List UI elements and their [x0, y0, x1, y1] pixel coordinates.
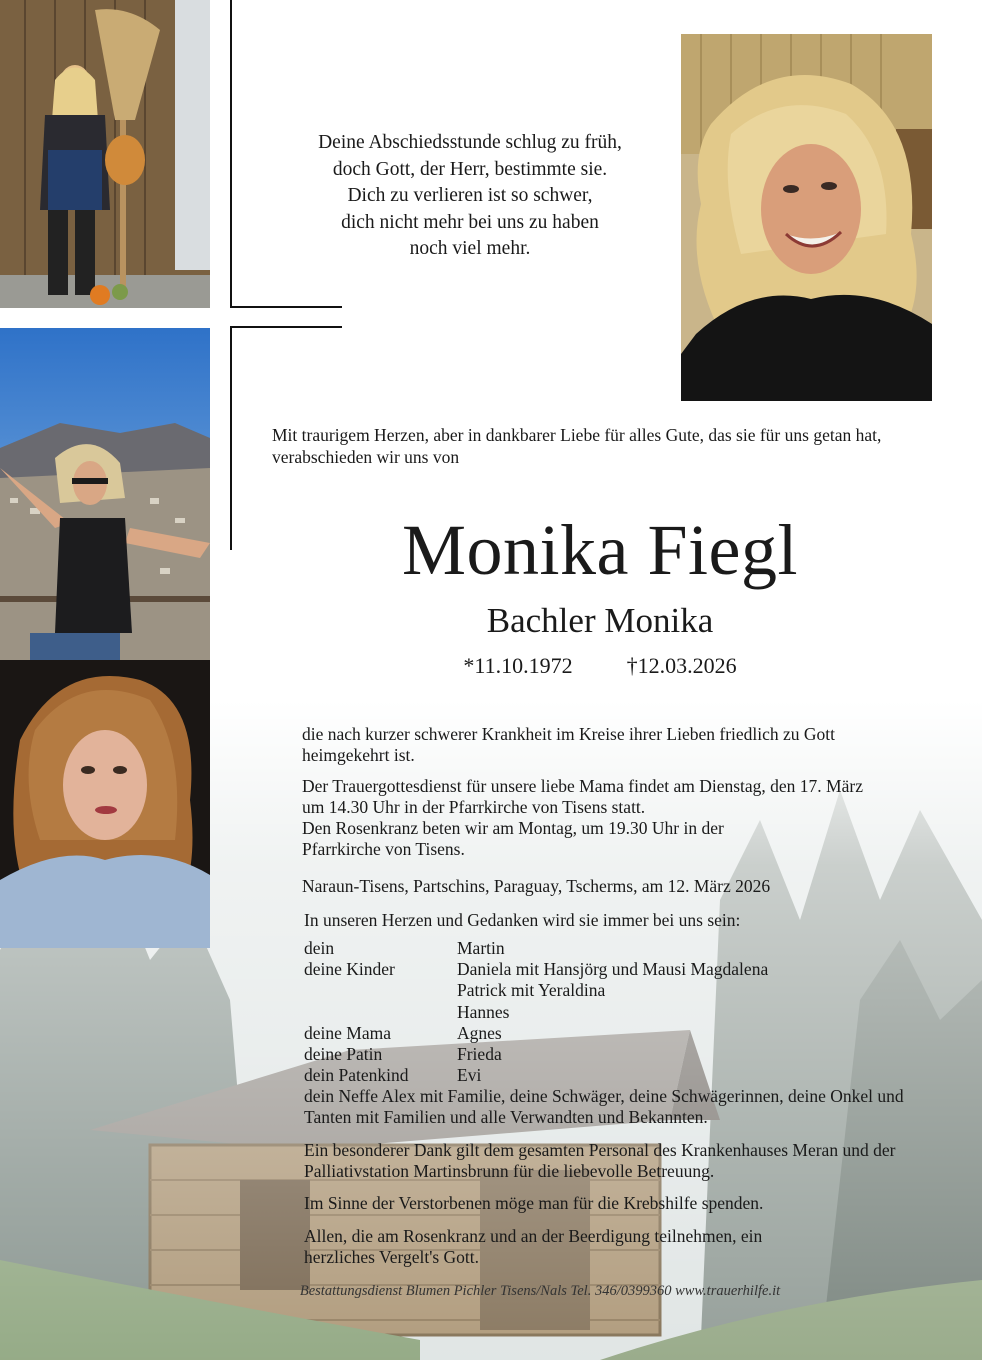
relative-role	[304, 980, 457, 1001]
poem-line: noch viel mehr.	[409, 238, 531, 259]
photo-woman-with-broom	[0, 0, 210, 308]
poem	[255, 130, 685, 263]
hearts-text: In unseren Herzen und Gedanken wird sie immer bei uns sein:	[304, 910, 741, 930]
extended-family-text: dein Neffe Alex mit Familie, deine Schwäger, deine Schwägerinnen, deine Onkel und Tanten mit Familien und alle Verwandten und Bekannten.	[304, 1086, 904, 1127]
deceased-name: Monika Fiegl	[402, 510, 798, 590]
thanks-text: Ein besonderer Dank gilt dem gesamten Personal des Krankenhauses Meran und der Palliativstation Martinsbrunn für die liebevolle Betreuung.	[304, 1140, 896, 1181]
donation-text: Im Sinne der Verstorbenen möge man für die Krebshilfe spenden.	[304, 1193, 764, 1213]
funeral-text: Der Trauergottesdienst für unsere liebe Mama findet am Dienstag, den 17. März um 14.30 Uhr in der Pfarrkirche von Tisens statt.	[302, 776, 863, 817]
cross-vertical-lower	[230, 326, 232, 550]
photo-curly-hair-portrait	[0, 660, 210, 948]
relative-names: Martin	[457, 938, 505, 958]
death-date: †12.03.2026	[626, 653, 737, 678]
cross-vertical-upper	[230, 0, 232, 308]
list-item	[304, 1065, 768, 1086]
relatives-list	[304, 938, 768, 1086]
relative-names: Daniela mit Hansjörg und Mausi Magdalena	[457, 959, 769, 980]
maiden-name: Bachler Monika	[486, 601, 714, 640]
relative-role: deine Kinder	[304, 959, 395, 980]
funeral-home-footer: Bestattungsdienst Blumen Pichler Tisens/Nals Tel. 346/0399360 www.trauerhilfe.it	[299, 1283, 781, 1299]
poem-line: dich nicht mehr bei uns zu haben	[341, 211, 599, 233]
poem-line: Dich zu verlieren ist so schwer,	[347, 185, 593, 206]
relative-role: deine Patin	[304, 1044, 383, 1065]
list-item	[304, 1023, 768, 1044]
poem-line: Deine Abschiedsstunde schlug zu früh,	[318, 132, 622, 153]
relative-role: deine Mama	[304, 1022, 391, 1043]
list-item	[304, 1044, 768, 1065]
relative-names: Agnes	[457, 1022, 502, 1043]
passing-text: die nach kurzer schwerer Krankheit im Kreise ihrer Lieben friedlich zu Gott heimgekehrt ist.	[302, 724, 836, 765]
relative-role: dein Patenkind	[304, 1065, 409, 1086]
relative-names: Patrick mit Yeraldina	[457, 980, 606, 1001]
relative-role	[304, 1002, 457, 1023]
list-item	[304, 959, 768, 980]
rosary-text: Den Rosenkranz beten wir am Montag, um 19.30 Uhr in der Pfarrkirche von Tisens.	[302, 818, 724, 859]
closing-text: Allen, die am Rosenkranz und an der Beerdigung teilnehmen, ein herzliches Vergelt's Gott.	[304, 1226, 763, 1267]
list-item	[304, 980, 768, 1001]
relative-names: Evi	[457, 1065, 482, 1086]
photo-main-portrait	[681, 34, 932, 401]
cross-horizontal-lower	[230, 326, 342, 328]
place-date: Naraun-Tisens, Partschins, Paraguay, Tscherms, am 12. März 2026	[302, 876, 771, 896]
intro-text: Mit traurigem Herzen, aber in dankbarer Liebe für alles Gute, das sie für uns getan hat, verabschieden wir uns von	[272, 425, 882, 467]
birth-date: *11.10.1972	[463, 653, 573, 678]
life-dates	[240, 652, 960, 680]
photo-woman-with-view	[0, 328, 210, 660]
poem-line: doch Gott, der Herr, bestimmte sie.	[332, 158, 608, 180]
relative-names: Hannes	[457, 1001, 510, 1022]
list-item	[304, 1002, 768, 1023]
relative-names: Frieda	[457, 1044, 502, 1065]
relative-role: dein	[304, 938, 335, 958]
list-item	[304, 938, 768, 959]
cross-horizontal-upper	[230, 306, 342, 308]
